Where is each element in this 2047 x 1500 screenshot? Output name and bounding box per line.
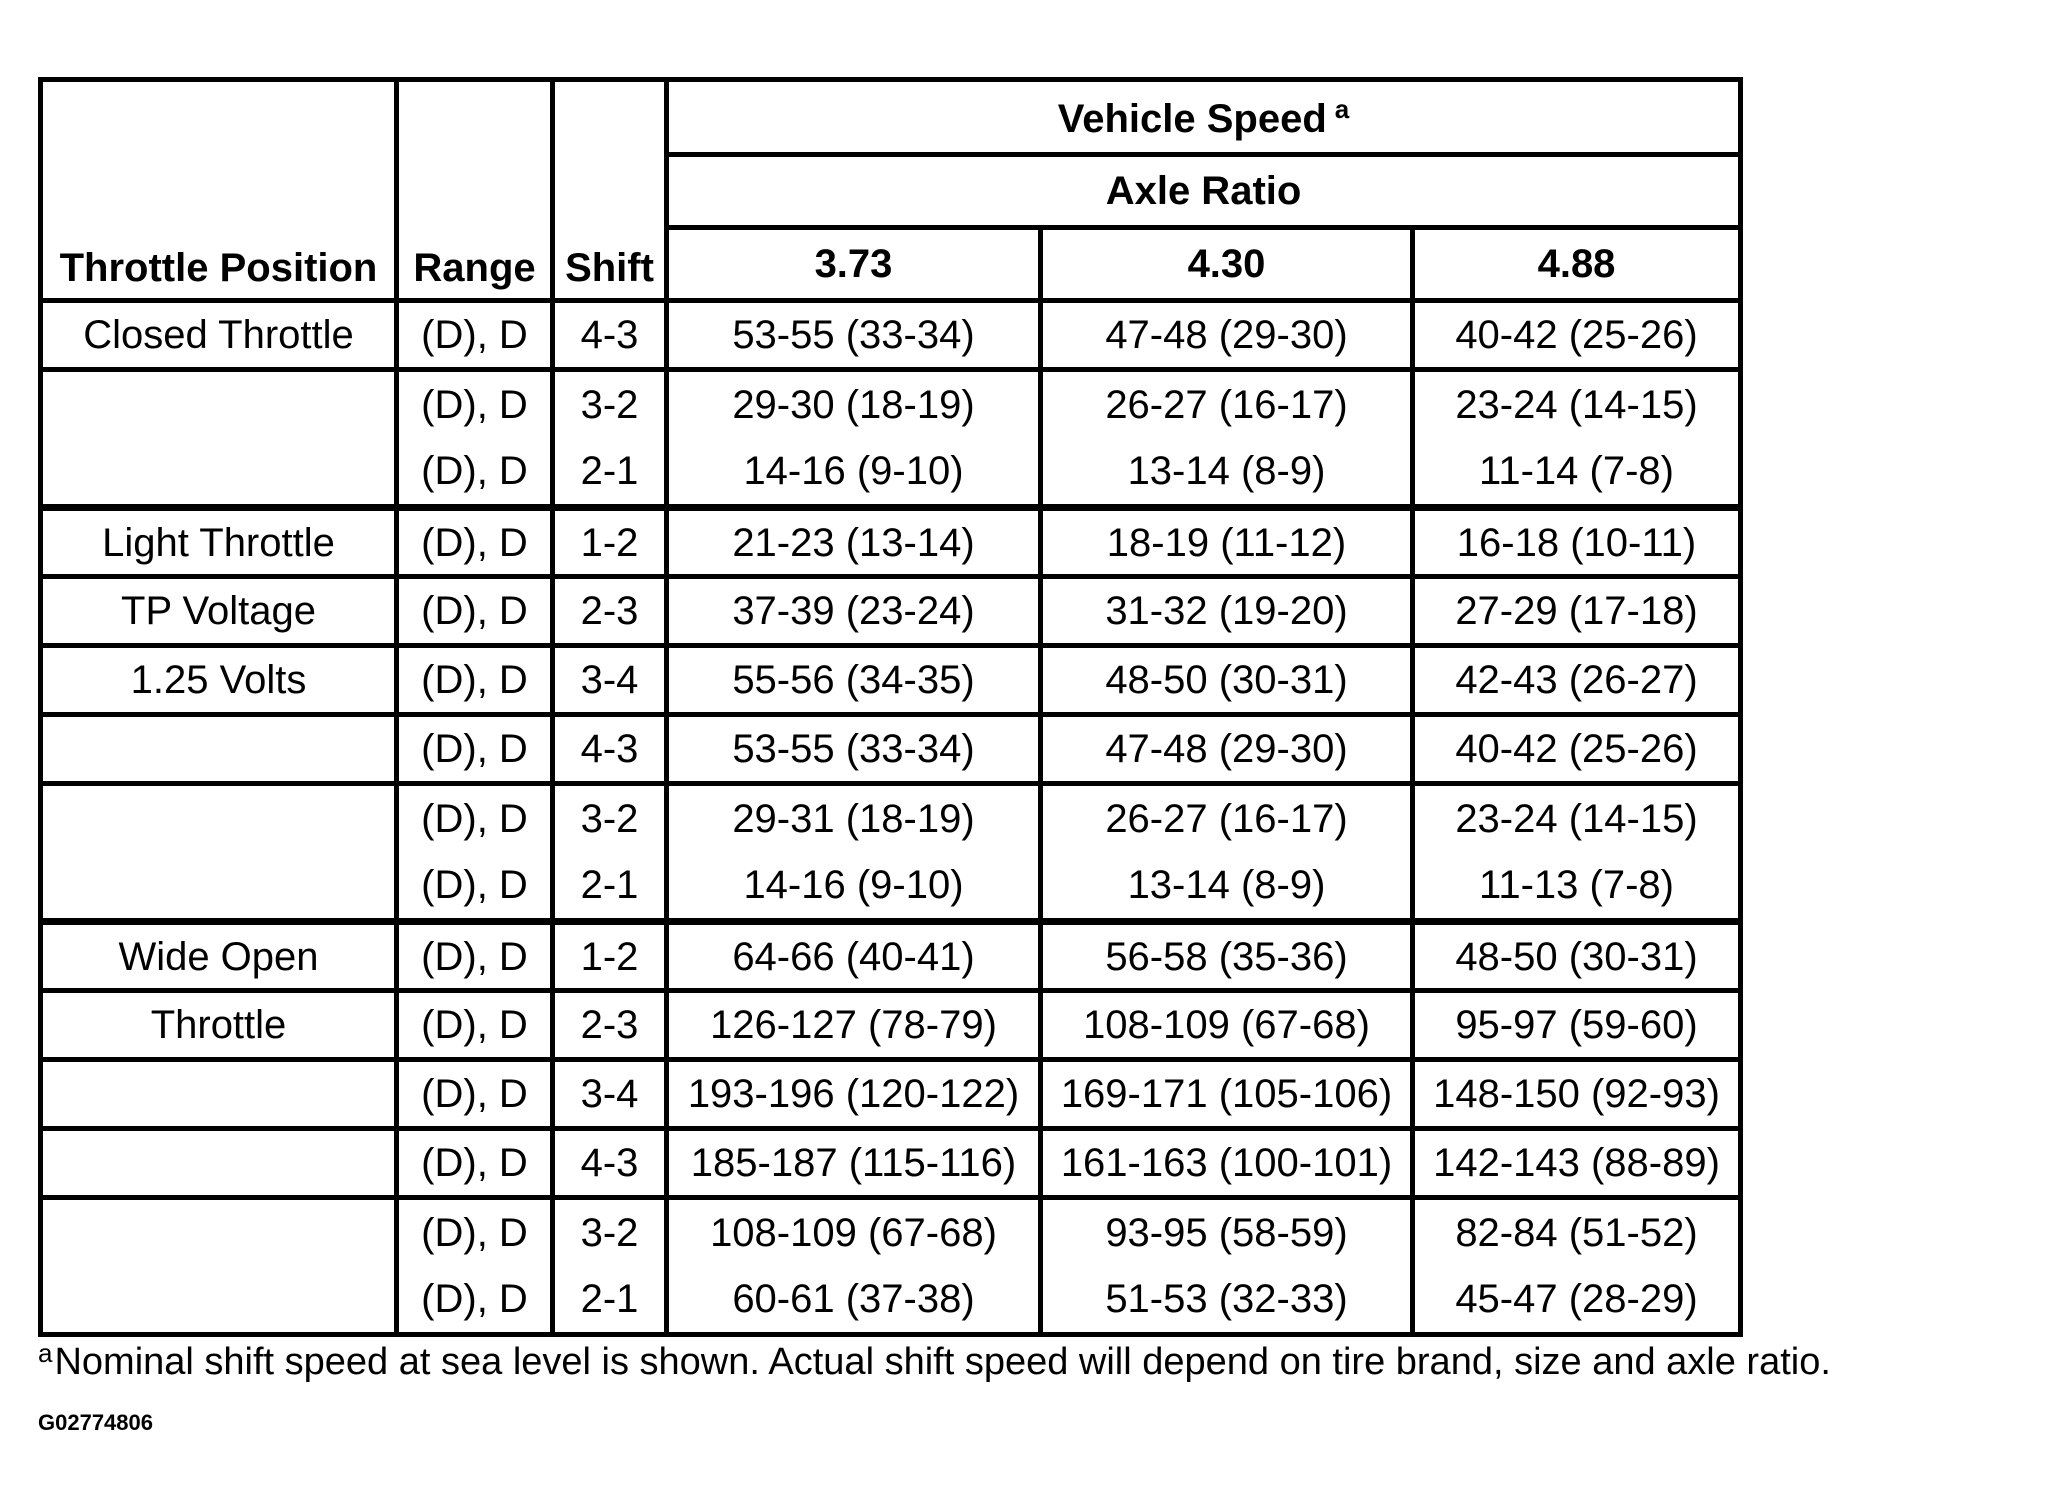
cell-speed-4-88: 40-42 (25-26) xyxy=(1413,715,1741,784)
cell-throttle-position: TP Voltage xyxy=(41,577,397,646)
cell-speed-4-30: 31-32 (19-20) xyxy=(1041,577,1413,646)
cell-throttle-position: Wide Open xyxy=(41,922,397,991)
cell-range: (D), D xyxy=(397,301,553,370)
cell-line: 29-31 (18-19) xyxy=(732,797,975,841)
cell-line: 11-13 (7-8) xyxy=(1479,863,1674,907)
cell-shift: 4-3 xyxy=(553,715,667,784)
cell-line: 108-109 (67-68) xyxy=(710,1211,997,1255)
cell-speed-4-30 xyxy=(1041,370,1413,508)
shift-speed-table xyxy=(38,77,1743,1337)
table-row xyxy=(41,508,1741,577)
cell-speed-4-88: 95-97 (59-60) xyxy=(1413,991,1741,1060)
table-row xyxy=(41,646,1741,715)
cell-speed-4-88: 27-29 (17-18) xyxy=(1413,577,1741,646)
cell-line: 26-27 (16-17) xyxy=(1105,797,1348,841)
table-row xyxy=(41,301,1741,370)
cell-range xyxy=(397,370,553,508)
cell-speed-4-30: 169-171 (105-106) xyxy=(1041,1060,1413,1129)
cell-shift xyxy=(553,1198,667,1335)
table-row xyxy=(41,370,1741,508)
cell-speed-3-73 xyxy=(667,1198,1041,1335)
cell-line: 23-24 (14-15) xyxy=(1455,383,1698,427)
cell-shift: 3-4 xyxy=(553,1060,667,1129)
table-row xyxy=(41,577,1741,646)
cell-speed-4-88: 42-43 (26-27) xyxy=(1413,646,1741,715)
cell-shift xyxy=(553,370,667,508)
table-header xyxy=(41,80,1741,301)
cell-range: (D), D xyxy=(397,715,553,784)
cell-speed-3-73: 193-196 (120-122) xyxy=(667,1060,1041,1129)
cell-shift: 3-4 xyxy=(553,646,667,715)
cell-shift: 2-3 xyxy=(553,991,667,1060)
table-row xyxy=(41,991,1741,1060)
cell-speed-4-30: 56-58 (35-36) xyxy=(1041,922,1413,991)
cell-shift: 2-3 xyxy=(553,577,667,646)
figure-id: G02774806 xyxy=(38,1410,153,1435)
cell-throttle-position: Closed Throttle xyxy=(41,301,397,370)
cell-throttle-position xyxy=(41,784,397,922)
cell-line: 2-1 xyxy=(580,449,639,493)
cell-range: (D), D xyxy=(397,991,553,1060)
footnote-text: Nominal shift speed at sea level is shown. Actual shift speed will depend on tire brand, size and axle ratio. xyxy=(54,1341,1831,1383)
cell-line: 14-16 (9-10) xyxy=(743,449,964,493)
cell-line: 23-24 (14-15) xyxy=(1455,797,1698,841)
cell-speed-3-73: 53-55 (33-34) xyxy=(667,301,1041,370)
cell-throttle-position xyxy=(41,1129,397,1198)
cell-line: 26-27 (16-17) xyxy=(1105,383,1348,427)
cell-throttle-position xyxy=(41,715,397,784)
cell-line: 93-95 (58-59) xyxy=(1105,1211,1348,1255)
cell-speed-3-73: 64-66 (40-41) xyxy=(667,922,1041,991)
header-axle-ratio: Axle Ratio xyxy=(667,155,1741,228)
cell-line: 11-14 (7-8) xyxy=(1479,449,1674,493)
cell-line: (D), D xyxy=(421,797,528,841)
cell-throttle-position: 1.25 Volts xyxy=(41,646,397,715)
cell-line: (D), D xyxy=(421,449,528,493)
cell-throttle-position: Throttle xyxy=(41,991,397,1060)
cell-speed-4-88 xyxy=(1413,784,1741,922)
table-body xyxy=(41,301,1741,1335)
cell-line: 45-47 (28-29) xyxy=(1455,1277,1698,1321)
table-row xyxy=(41,922,1741,991)
footnote xyxy=(38,1338,1831,1384)
cell-shift xyxy=(553,784,667,922)
cell-shift: 4-3 xyxy=(553,1129,667,1198)
cell-speed-3-73: 53-55 (33-34) xyxy=(667,715,1041,784)
table-row xyxy=(41,715,1741,784)
header-shift: Shift xyxy=(553,80,667,301)
header-range: Range xyxy=(397,80,553,301)
cell-range: (D), D xyxy=(397,1129,553,1198)
cell-range: (D), D xyxy=(397,922,553,991)
cell-speed-4-88: 148-150 (92-93) xyxy=(1413,1060,1741,1129)
header-throttle-position: Throttle Position xyxy=(41,80,397,301)
cell-line: (D), D xyxy=(421,383,528,427)
table-row xyxy=(41,1129,1741,1198)
header-ratio-4-88: 4.88 xyxy=(1413,228,1741,301)
header-ratio-4-30: 4.30 xyxy=(1041,228,1413,301)
cell-speed-3-73 xyxy=(667,370,1041,508)
cell-speed-3-73 xyxy=(667,784,1041,922)
cell-speed-4-30: 47-48 (29-30) xyxy=(1041,301,1413,370)
header-vehicle-speed xyxy=(667,80,1741,155)
cell-speed-4-30: 47-48 (29-30) xyxy=(1041,715,1413,784)
cell-throttle-position xyxy=(41,1198,397,1335)
cell-speed-4-30: 18-19 (11-12) xyxy=(1041,508,1413,577)
cell-speed-4-88 xyxy=(1413,1198,1741,1335)
cell-range: (D), D xyxy=(397,577,553,646)
cell-line: 82-84 (51-52) xyxy=(1455,1211,1698,1255)
cell-range xyxy=(397,1198,553,1335)
cell-line: 3-2 xyxy=(580,797,639,841)
cell-speed-4-30: 108-109 (67-68) xyxy=(1041,991,1413,1060)
cell-line: 2-1 xyxy=(580,1277,639,1321)
cell-range xyxy=(397,784,553,922)
cell-line: 13-14 (8-9) xyxy=(1127,449,1326,493)
cell-speed-4-30 xyxy=(1041,784,1413,922)
cell-speed-3-73: 37-39 (23-24) xyxy=(667,577,1041,646)
cell-throttle-position: Light Throttle xyxy=(41,508,397,577)
cell-speed-3-73: 21-23 (13-14) xyxy=(667,508,1041,577)
cell-speed-3-73: 185-187 (115-116) xyxy=(667,1129,1041,1198)
cell-range: (D), D xyxy=(397,646,553,715)
cell-speed-4-30: 161-163 (100-101) xyxy=(1041,1129,1413,1198)
cell-line: 3-2 xyxy=(580,383,639,427)
table-row xyxy=(41,1060,1741,1129)
cell-throttle-position xyxy=(41,1060,397,1129)
cell-line: (D), D xyxy=(421,1277,528,1321)
cell-line: 29-30 (18-19) xyxy=(732,383,975,427)
header-vehicle-speed-label: Vehicle Speed xyxy=(1057,96,1327,141)
cell-throttle-position xyxy=(41,370,397,508)
cell-speed-4-30: 48-50 (30-31) xyxy=(1041,646,1413,715)
header-vehicle-speed-footnote-marker: a xyxy=(1334,93,1350,124)
header-ratio-3-73: 3.73 xyxy=(667,228,1041,301)
cell-speed-3-73: 126-127 (78-79) xyxy=(667,991,1041,1060)
cell-shift: 1-2 xyxy=(553,922,667,991)
cell-range: (D), D xyxy=(397,508,553,577)
table-row xyxy=(41,784,1741,922)
cell-speed-3-73: 55-56 (34-35) xyxy=(667,646,1041,715)
cell-speed-4-88: 16-18 (10-11) xyxy=(1413,508,1741,577)
cell-shift: 4-3 xyxy=(553,301,667,370)
cell-speed-4-88: 142-143 (88-89) xyxy=(1413,1129,1741,1198)
cell-speed-4-88 xyxy=(1413,370,1741,508)
cell-speed-4-88: 40-42 (25-26) xyxy=(1413,301,1741,370)
cell-shift: 1-2 xyxy=(553,508,667,577)
cell-line: 3-2 xyxy=(580,1211,639,1255)
cell-line: (D), D xyxy=(421,1211,528,1255)
cell-line: 51-53 (32-33) xyxy=(1105,1277,1348,1321)
table-row xyxy=(41,1198,1741,1335)
cell-line: 14-16 (9-10) xyxy=(743,863,964,907)
cell-speed-4-88: 48-50 (30-31) xyxy=(1413,922,1741,991)
footnote-marker: a xyxy=(38,1338,53,1368)
cell-speed-4-30 xyxy=(1041,1198,1413,1335)
cell-line: (D), D xyxy=(421,863,528,907)
cell-range: (D), D xyxy=(397,1060,553,1129)
cell-line: 60-61 (37-38) xyxy=(732,1277,975,1321)
cell-line: 2-1 xyxy=(580,863,639,907)
cell-line: 13-14 (8-9) xyxy=(1127,863,1326,907)
